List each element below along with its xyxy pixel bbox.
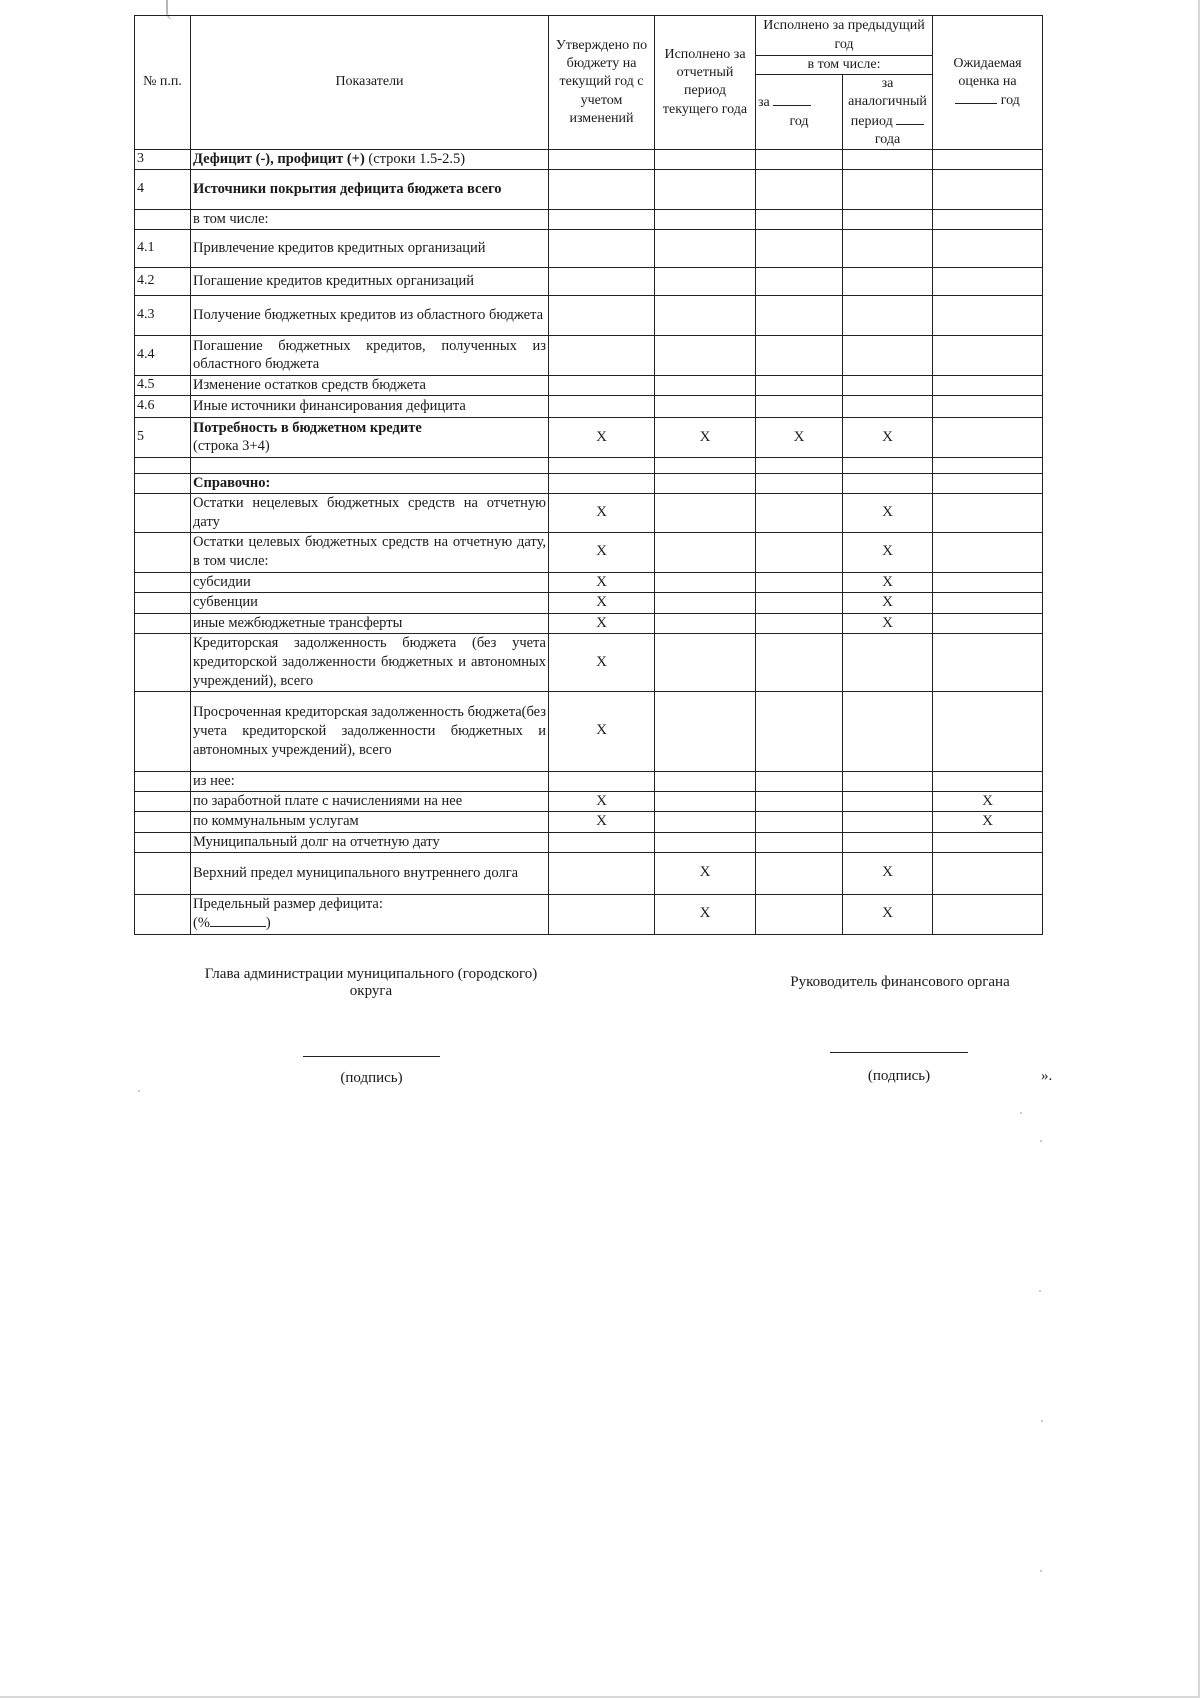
row-mark-cell xyxy=(843,832,933,852)
row-mark-cell xyxy=(549,375,655,395)
row-num xyxy=(135,593,191,614)
row-indicator xyxy=(191,572,549,593)
row-mark-cell xyxy=(933,169,1043,209)
scan-speck xyxy=(1020,1112,1022,1114)
row-num xyxy=(135,771,191,791)
row-mark-cell xyxy=(655,229,756,267)
row-indicator xyxy=(191,335,549,375)
table-row xyxy=(135,335,1043,375)
header-executed-current: Исполнено за отчетный период текущего года xyxy=(655,16,756,150)
row-indicator xyxy=(191,771,549,791)
header-for-year xyxy=(756,75,843,150)
row-mark-cell xyxy=(655,593,756,614)
row-indicator xyxy=(191,852,549,894)
row-mark-cell: X xyxy=(549,572,655,593)
row-indicator-text: иные межбюджетные трансферты xyxy=(193,614,403,631)
deficit-pct-close: ) xyxy=(265,915,271,932)
row-indicator xyxy=(191,417,549,457)
row-mark-cell: X xyxy=(843,417,933,457)
row-mark-cell: X xyxy=(549,593,655,614)
row-mark-cell xyxy=(756,894,843,934)
signature-right-caption: (подпись) xyxy=(867,1068,931,1084)
blank-year xyxy=(955,91,997,104)
header-expected-label: Ожидаемая оценка на xyxy=(953,55,1022,89)
table-row xyxy=(135,417,1043,457)
row-mark-cell xyxy=(756,295,843,335)
header-expected xyxy=(933,16,1043,150)
row-mark-cell xyxy=(756,375,843,395)
header-expected-year: год xyxy=(1000,93,1020,109)
table-row xyxy=(135,852,1043,894)
table-row xyxy=(135,457,1043,473)
table-row xyxy=(135,613,1043,634)
table-row xyxy=(135,267,1043,295)
table-row xyxy=(135,634,1043,692)
table-row xyxy=(135,771,1043,791)
row-indicator-bold: Справочно: xyxy=(193,475,271,492)
row-indicator-text: (строка 3+4) xyxy=(193,438,270,455)
row-mark-cell xyxy=(655,812,756,833)
row-mark-cell xyxy=(933,267,1043,295)
row-indicator-text: Погашение бюджетных кредитов, полученных из областного бюджета xyxy=(193,337,546,373)
row-indicator xyxy=(191,295,549,335)
row-num xyxy=(135,791,191,812)
table-row xyxy=(135,572,1043,593)
row-num xyxy=(135,457,191,473)
table-row xyxy=(135,812,1043,833)
row-mark-cell xyxy=(933,209,1043,229)
row-mark-cell xyxy=(843,395,933,417)
row-mark-cell xyxy=(655,149,756,169)
row-mark-cell xyxy=(933,771,1043,791)
row-mark-cell xyxy=(756,493,843,532)
row-indicator-bold: Потребность в бюджетном кредите xyxy=(193,419,422,436)
row-indicator-text: по коммунальным услугам xyxy=(193,813,359,830)
row-mark-cell xyxy=(756,613,843,634)
row-mark-cell xyxy=(549,473,655,493)
row-mark-cell: X xyxy=(655,417,756,457)
row-indicator xyxy=(191,894,549,934)
row-mark-cell xyxy=(843,149,933,169)
row-mark-cell xyxy=(756,149,843,169)
row-mark-cell: X xyxy=(549,791,655,812)
row-mark-cell xyxy=(843,473,933,493)
row-mark-cell xyxy=(933,593,1043,614)
row-mark-cell xyxy=(756,791,843,812)
row-mark-cell xyxy=(933,691,1043,771)
row-mark-cell xyxy=(655,267,756,295)
row-mark-cell xyxy=(756,473,843,493)
table-row xyxy=(135,894,1043,934)
scan-speck xyxy=(1039,1290,1041,1292)
row-mark-cell xyxy=(655,691,756,771)
row-indicator-text: Муниципальный долг на отчетную дату xyxy=(193,833,440,850)
row-mark-cell xyxy=(549,395,655,417)
header-same-period-post: года xyxy=(874,131,901,147)
row-mark-cell xyxy=(756,457,843,473)
row-mark-cell xyxy=(549,457,655,473)
row-indicator xyxy=(191,812,549,833)
header-same-period xyxy=(843,75,933,150)
row-mark-cell xyxy=(655,169,756,209)
row-mark-cell: X xyxy=(756,417,843,457)
row-mark-cell xyxy=(655,209,756,229)
row-mark-cell xyxy=(933,395,1043,417)
row-mark-cell xyxy=(756,771,843,791)
header-num: № п.п. xyxy=(135,16,191,150)
row-mark-cell xyxy=(933,572,1043,593)
row-mark-cell xyxy=(549,209,655,229)
row-mark-cell xyxy=(756,593,843,614)
row-indicator-text: Остатки нецелевых бюджетных средств на отчетную дату xyxy=(193,494,546,530)
row-indicator xyxy=(191,691,549,771)
row-mark-cell xyxy=(933,634,1043,692)
row-mark-cell xyxy=(843,295,933,335)
row-indicator xyxy=(191,395,549,417)
row-mark-cell xyxy=(549,267,655,295)
table-row xyxy=(135,832,1043,852)
row-indicator-text: Изменение остатков средств бюджета xyxy=(193,377,426,394)
row-indicator xyxy=(191,634,549,692)
row-mark-cell: X xyxy=(843,852,933,894)
row-indicator xyxy=(191,209,549,229)
row-mark-cell xyxy=(843,457,933,473)
signature-right-line xyxy=(830,1052,968,1053)
header-approved: Утверждено по бюджету на текущий год с учетом изменений xyxy=(549,16,655,150)
row-mark-cell: X xyxy=(843,493,933,532)
row-num: 4.2 xyxy=(135,267,191,295)
row-mark-cell xyxy=(933,613,1043,634)
row-mark-cell xyxy=(549,295,655,335)
row-mark-cell xyxy=(655,335,756,375)
row-indicator xyxy=(191,613,549,634)
header-executed-prev: Исполнено за предыдущий год xyxy=(756,16,933,56)
row-indicator xyxy=(191,457,549,473)
header-same-period-label: за аналогичный период xyxy=(848,76,927,129)
row-num: 4.1 xyxy=(135,229,191,267)
row-mark-cell xyxy=(933,894,1043,934)
row-indicator-text: субсидии xyxy=(193,573,251,590)
row-indicator-text: Кредиторская задолженность бюджета (без учета кредиторской задолженности бюджетных и автономных учреждений), всего xyxy=(193,635,546,689)
row-num xyxy=(135,572,191,593)
header-indicator: Показатели xyxy=(191,16,549,150)
row-mark-cell xyxy=(549,335,655,375)
row-mark-cell xyxy=(549,771,655,791)
row-indicator-text: субвенции xyxy=(193,594,258,611)
row-indicator xyxy=(191,832,549,852)
row-mark-cell xyxy=(655,473,756,493)
row-mark-cell xyxy=(549,852,655,894)
row-mark-cell: X xyxy=(549,613,655,634)
row-indicator-text: по заработной плате с начислениями на нее xyxy=(193,792,463,809)
table-row xyxy=(135,169,1043,209)
row-mark-cell xyxy=(933,532,1043,572)
row-mark-cell xyxy=(655,613,756,634)
row-mark-cell: X xyxy=(843,593,933,614)
row-indicator xyxy=(191,375,549,395)
table-body xyxy=(135,149,1043,934)
row-mark-cell xyxy=(756,395,843,417)
row-mark-cell xyxy=(933,832,1043,852)
row-num: 4.3 xyxy=(135,295,191,335)
row-mark-cell: X xyxy=(549,493,655,532)
row-mark-cell xyxy=(933,295,1043,335)
row-mark-cell xyxy=(933,229,1043,267)
row-mark-cell xyxy=(843,691,933,771)
row-mark-cell xyxy=(655,832,756,852)
row-num xyxy=(135,473,191,493)
row-indicator-bold: Источники покрытия дефицита бюджета всего xyxy=(193,181,502,198)
row-mark-cell xyxy=(655,375,756,395)
table-row xyxy=(135,473,1043,493)
row-mark-cell xyxy=(933,852,1043,894)
signature-right-title: Руководитель финансового органа xyxy=(790,974,1010,990)
row-mark-cell: X xyxy=(549,532,655,572)
table-header xyxy=(135,16,1043,150)
row-mark-cell xyxy=(549,894,655,934)
row-indicator xyxy=(191,493,549,532)
row-num xyxy=(135,209,191,229)
row-mark-cell xyxy=(756,852,843,894)
row-mark-cell: X xyxy=(549,691,655,771)
row-mark-cell xyxy=(549,229,655,267)
row-mark-cell xyxy=(933,375,1043,395)
row-mark-cell xyxy=(843,791,933,812)
row-indicator xyxy=(191,473,549,493)
row-mark-cell xyxy=(756,532,843,572)
row-mark-cell xyxy=(756,169,843,209)
signature-left-title-line2: округа xyxy=(349,983,393,999)
row-mark-cell: X xyxy=(549,634,655,692)
row-indicator-text: Иные источники финансирования дефицита xyxy=(193,398,466,415)
row-indicator-text: Получение бюджетных кредитов из областного бюджета xyxy=(193,307,544,324)
row-indicator-text: Погашение кредитов кредитных организаций xyxy=(193,273,475,290)
row-num: 4.4 xyxy=(135,335,191,375)
row-mark-cell xyxy=(843,229,933,267)
signature-right-trailing: ». xyxy=(1041,1068,1053,1084)
row-indicator-text: в том числе: xyxy=(193,211,269,228)
row-mark-cell xyxy=(655,532,756,572)
row-indicator-text: Верхний предел муниципального внутреннего долга xyxy=(193,864,519,881)
table-row xyxy=(135,791,1043,812)
row-mark-cell xyxy=(843,771,933,791)
scan-speck xyxy=(1041,1420,1043,1422)
budget-table xyxy=(134,15,1043,935)
row-mark-cell xyxy=(655,457,756,473)
row-num xyxy=(135,634,191,692)
row-indicator xyxy=(191,791,549,812)
row-mark-cell: X xyxy=(655,894,756,934)
row-indicator-bold: Дефицит (-), профицит (+) xyxy=(193,151,365,168)
row-indicator xyxy=(191,229,549,267)
deficit-pct-open: (% xyxy=(193,915,210,932)
row-mark-cell xyxy=(549,149,655,169)
row-mark-cell: X xyxy=(933,812,1043,833)
row-indicator-text: из нее: xyxy=(193,772,235,789)
row-mark-cell xyxy=(933,417,1043,457)
row-mark-cell xyxy=(933,149,1043,169)
row-num xyxy=(135,852,191,894)
row-mark-cell xyxy=(933,493,1043,532)
row-mark-cell xyxy=(655,572,756,593)
signature-left-caption: (подпись) xyxy=(340,1070,403,1086)
row-mark-cell: X xyxy=(655,852,756,894)
blank-year xyxy=(896,112,924,125)
row-indicator-text: Привлечение кредитов кредитных организаций xyxy=(193,240,486,257)
row-mark-cell xyxy=(756,691,843,771)
row-mark-cell xyxy=(756,634,843,692)
row-num xyxy=(135,691,191,771)
table-row xyxy=(135,209,1043,229)
row-mark-cell: X xyxy=(549,417,655,457)
signature-left-title xyxy=(185,966,557,1000)
row-mark-cell xyxy=(843,335,933,375)
header-for-year-pre: за xyxy=(758,95,770,111)
row-mark-cell xyxy=(756,572,843,593)
table-row xyxy=(135,149,1043,169)
row-num xyxy=(135,812,191,833)
row-mark-cell xyxy=(843,267,933,295)
table-row xyxy=(135,295,1043,335)
row-mark-cell: X xyxy=(843,894,933,934)
row-mark-cell xyxy=(655,493,756,532)
row-indicator-text: Предельный размер дефицита: xyxy=(193,896,383,913)
scan-speck xyxy=(1040,1570,1042,1572)
scan-speck xyxy=(1040,1140,1042,1142)
row-num xyxy=(135,493,191,532)
table-row xyxy=(135,593,1043,614)
row-mark-cell xyxy=(933,457,1043,473)
row-mark-cell: X xyxy=(843,572,933,593)
row-num xyxy=(135,832,191,852)
signature-left-title-line1: Глава администрации муниципального (городского) xyxy=(204,966,538,982)
blank-year xyxy=(773,93,811,106)
table-row xyxy=(135,375,1043,395)
row-mark-cell: X xyxy=(549,812,655,833)
row-num xyxy=(135,613,191,634)
row-mark-cell: X xyxy=(933,791,1043,812)
row-indicator xyxy=(191,593,549,614)
row-num: 4.6 xyxy=(135,395,191,417)
blank-percent xyxy=(210,914,266,927)
row-mark-cell xyxy=(843,209,933,229)
row-num xyxy=(135,894,191,934)
row-mark-cell xyxy=(756,267,843,295)
table-row xyxy=(135,229,1043,267)
header-for-year-post: год xyxy=(789,113,809,129)
row-mark-cell: X xyxy=(843,532,933,572)
row-mark-cell xyxy=(756,335,843,375)
table-row xyxy=(135,493,1043,532)
row-num: 4 xyxy=(135,169,191,209)
row-mark-cell xyxy=(756,209,843,229)
row-mark-cell xyxy=(655,791,756,812)
table-row xyxy=(135,532,1043,572)
table-row xyxy=(135,691,1043,771)
row-num xyxy=(135,532,191,572)
row-num: 5 xyxy=(135,417,191,457)
signature-left-line xyxy=(303,1056,440,1057)
row-indicator-text: Просроченная кредиторская задолженность бюджета(без учета кредиторской задолженности бюджетных и автономных учреждений), всего xyxy=(193,703,546,758)
row-mark-cell xyxy=(655,634,756,692)
row-mark-cell xyxy=(843,812,933,833)
row-indicator xyxy=(191,267,549,295)
row-mark-cell xyxy=(655,771,756,791)
scan-speck xyxy=(138,1090,140,1092)
row-indicator-text: (строки 1.5-2.5) xyxy=(364,151,466,168)
row-mark-cell xyxy=(843,634,933,692)
row-mark-cell xyxy=(655,395,756,417)
row-mark-cell xyxy=(843,169,933,209)
row-mark-cell xyxy=(549,832,655,852)
row-indicator xyxy=(191,169,549,209)
row-mark-cell: X xyxy=(843,613,933,634)
row-mark-cell xyxy=(933,473,1043,493)
row-mark-cell xyxy=(655,295,756,335)
row-mark-cell xyxy=(756,229,843,267)
row-indicator-text: Остатки целевых бюджетных средств на отчетную дату, в том числе: xyxy=(193,534,546,570)
row-indicator xyxy=(191,532,549,572)
header-including: в том числе: xyxy=(756,56,933,75)
row-mark-cell xyxy=(933,335,1043,375)
table-row xyxy=(135,395,1043,417)
row-indicator xyxy=(191,149,549,169)
row-num: 3 xyxy=(135,149,191,169)
row-num: 4.5 xyxy=(135,375,191,395)
row-mark-cell xyxy=(549,169,655,209)
row-mark-cell xyxy=(756,832,843,852)
row-mark-cell xyxy=(756,812,843,833)
row-mark-cell xyxy=(843,375,933,395)
